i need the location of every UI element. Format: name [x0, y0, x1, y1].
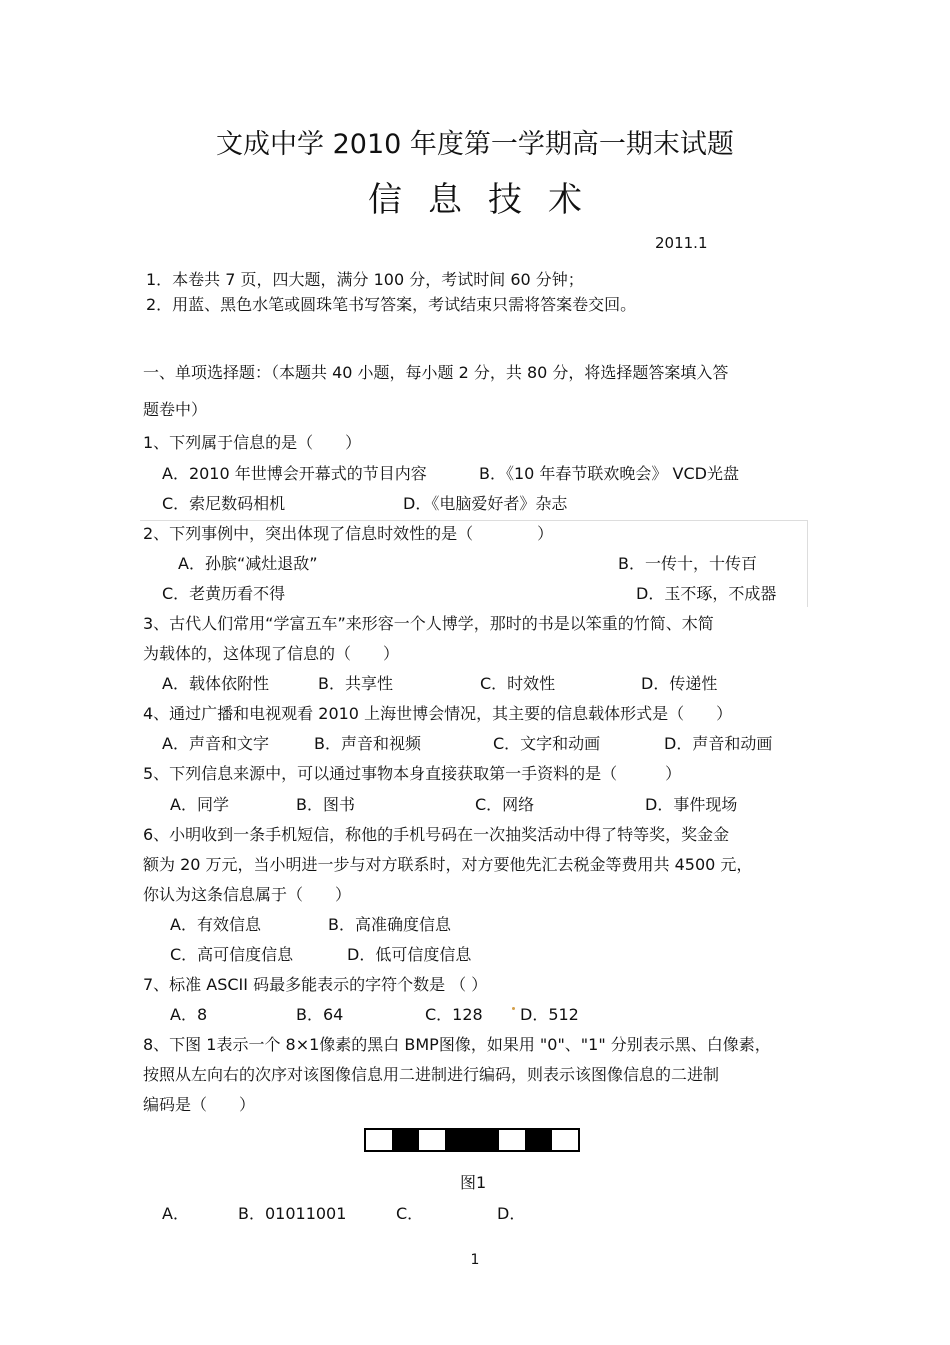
pixel-cell-7	[526, 1130, 553, 1150]
page-number: 1	[470, 1252, 480, 1268]
exam-title: 文成中学 2010 年度第一学期高一期末试题	[216, 129, 734, 160]
question-2-option-c: C．老黄历看不得	[162, 584, 286, 603]
question-3-stem-cont: 为载体的，这体现了信息的（ ）	[143, 644, 400, 663]
subject-title: 信息技术	[368, 180, 608, 220]
question-8-stem-end: 编码是（ ）	[143, 1095, 256, 1114]
question-6-option-c: C．高可信度信息	[170, 945, 294, 964]
figure-1-caption: 图1	[460, 1173, 487, 1192]
question-3-option-d: D．传递性	[641, 674, 718, 693]
question-8-option-d: D．	[497, 1204, 526, 1223]
question-5-option-c: C．网络	[475, 795, 535, 814]
figure-1-pixel-strip	[364, 1128, 580, 1152]
question-6-option-b: B．高准确度信息	[328, 915, 451, 934]
question-4-option-d: D．声音和动画	[664, 734, 773, 753]
question-3-option-c: C．时效性	[480, 674, 556, 693]
question-8-option-b: B．01011001	[238, 1204, 347, 1223]
pixel-cell-5	[473, 1130, 500, 1150]
question-8-stem-cont: 按照从左向右的次序对该图像信息用二进制进行编码，则表示该图像信息的二进制	[143, 1065, 720, 1084]
question-7-option-c: C．128	[425, 1005, 483, 1024]
pixel-cell-8	[552, 1130, 578, 1150]
question-6-option-a: A．有效信息	[170, 915, 261, 934]
question-5-option-a: A．同学	[170, 795, 229, 814]
question-2-option-a: A．孙膑“减灶退敌”	[178, 554, 318, 573]
instruction-1: 1．本卷共 7 页，四大题，满分 100 分，考试时间 60 分钟；	[146, 270, 584, 289]
question-3-option-b: B．共享性	[318, 674, 393, 693]
question-8-option-c: C．	[396, 1204, 424, 1223]
section-heading-cont: 题卷中）	[143, 400, 208, 419]
question-5-option-b: B．图书	[296, 795, 355, 814]
pixel-cell-3	[419, 1130, 446, 1150]
question-6-stem-end: 你认为这条信息属于（ ）	[143, 885, 352, 904]
question-8-stem: 8、下图 1表示一个 8×1像素的黑白 BMP图像，如果用 "0"、"1" 分别表示黑、白像素，	[143, 1035, 771, 1054]
question-8-option-a: A．	[162, 1204, 189, 1223]
question-6-stem-cont: 额为 20 万元，当小明进一步与对方联系时，对方要他先汇去税金等费用共 4500 元，	[143, 855, 753, 874]
question-6-option-d: D．低可信度信息	[347, 945, 472, 964]
pixel-cell-4	[446, 1130, 473, 1150]
question-7-stem: 7、标准 ASCII 码最多能表示的字符个数是 （ ）	[143, 975, 488, 994]
question-2-stem: 2、下列事例中，突出体现了信息时效性的是（ ）	[143, 524, 554, 543]
question-1-stem: 1、下列属于信息的是（ ）	[143, 433, 362, 452]
question-1-option-a: A．2010 年世博会开幕式的节目内容	[162, 464, 427, 483]
instruction-2: 2．用蓝、黑色水笔或圆珠笔书写答案，考试结束只需将答案卷交回。	[146, 295, 637, 314]
stray-mark	[512, 1007, 515, 1010]
question-3-option-a: A．载体依附性	[162, 674, 269, 693]
question-7-option-d: D．512	[520, 1005, 579, 1024]
question-5-option-d: D．事件现场	[645, 795, 738, 814]
question-6-stem: 6、小明收到一条手机短信，称他的手机号码在一次抽奖活动中得了特等奖，奖金金	[143, 825, 730, 844]
question-2-option-d: D．玉不琢，不成器	[636, 584, 777, 603]
question-5-stem: 5、下列信息来源中，可以通过事物本身直接获取第一手资料的是（ ）	[143, 764, 682, 783]
question-4-option-a: A．声音和文字	[162, 734, 269, 753]
question-4-option-b: B．声音和视频	[314, 734, 421, 753]
question-1-option-d: D．《电脑爱好者》杂志	[403, 494, 568, 513]
question-4-option-c: C．文字和动画	[493, 734, 601, 753]
pixel-cell-1	[366, 1130, 393, 1150]
section-heading: 一、单项选择题：（本题共 40 小题，每小题 2 分，共 80 分，将选择题答案填入答	[143, 363, 729, 382]
pixel-cell-6	[499, 1130, 526, 1150]
question-2-option-b: B．一传十，十传百	[618, 554, 757, 573]
question-3-stem: 3、古代人们常用“学富五车”来形容一个人博学，那时的书是以笨重的竹简、木简	[143, 614, 714, 633]
question-7-option-a: A．8	[170, 1005, 208, 1024]
pixel-cell-2	[393, 1130, 420, 1150]
question-1-option-c: C．索尼数码相机	[162, 494, 286, 513]
question-4-stem: 4、通过广播和电视观看 2010 上海世博会情况，其主要的信息载体形式是（ ）	[143, 704, 733, 723]
exam-date: 2011.1	[655, 234, 708, 252]
question-1-option-b: B．《10 年春节联欢晚会》 VCD光盘	[479, 464, 739, 483]
question-7-option-b: B．64	[296, 1005, 344, 1024]
